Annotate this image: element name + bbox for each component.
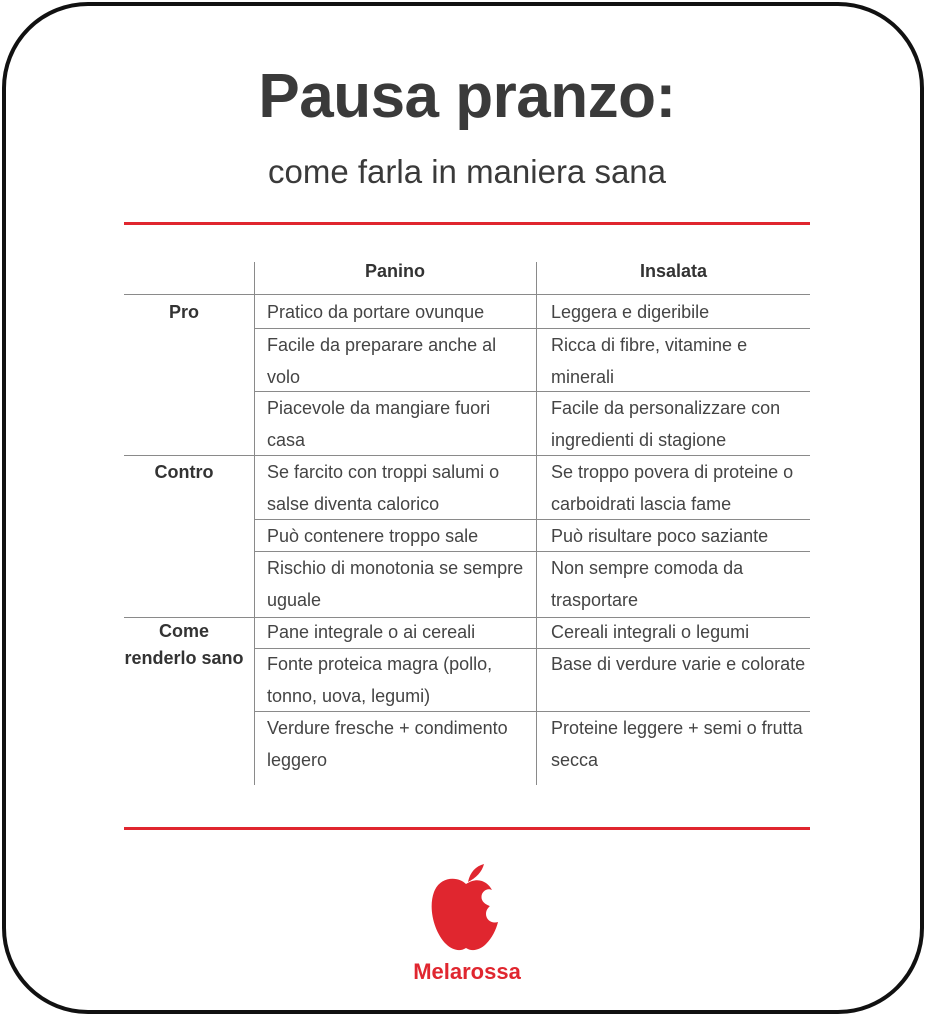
table-cell: Se farcito con troppi salumi o salse diventa calorico	[267, 462, 500, 514]
header-panino: Panino	[364, 261, 425, 281]
bottom-divider	[124, 827, 810, 830]
table-cell: Leggera e digeribile	[551, 302, 710, 322]
brand-name: Melarossa	[413, 959, 521, 984]
table-cell: Ricca di fibre, vitamine e minerali	[551, 335, 748, 387]
table-cell: Può contenere troppo sale	[267, 526, 479, 546]
table-vline-2	[536, 262, 537, 785]
table-cell: Verdure fresche + condimento leggero	[267, 718, 508, 770]
table-cell: Proteine leggere + semi o frutta secca	[551, 718, 803, 770]
table-cell: Base di verdure varie e colorate	[551, 654, 806, 674]
table-cell: Rischio di monotonia se sempre uguale	[267, 558, 524, 610]
apple-icon	[428, 862, 508, 954]
row-label-come-renderlo-sano: Come renderlo sano	[124, 621, 244, 668]
table-cell: Facile da preparare anche al volo	[267, 335, 497, 387]
page-title: Pausa pranzo:	[258, 62, 676, 131]
top-divider	[124, 222, 810, 225]
table-hline-header	[124, 294, 810, 295]
table-cell: Può risultare poco saziante	[551, 526, 769, 546]
table-cell: Pratico da portare ovunque	[267, 302, 485, 322]
row-label-pro: Pro	[168, 302, 199, 322]
table-cell: Non sempre comoda da trasportare	[551, 558, 744, 610]
table-cell: Piacevole da mangiare fuori casa	[267, 398, 491, 450]
header-insalata: Insalata	[639, 261, 708, 281]
table-vline-1	[254, 262, 255, 785]
table-cell: Cereali integrali o legumi	[551, 622, 750, 642]
row-label-contro: Contro	[154, 462, 214, 482]
table-cell: Pane integrale o ai cereali	[267, 622, 476, 642]
page-subtitle: come farla in maniera sana	[267, 153, 667, 190]
table-cell: Facile da personalizzare con ingredienti di stagione	[551, 398, 781, 450]
table-cell: Fonte proteica magra (pollo, tonno, uova, legumi)	[267, 654, 493, 706]
table-cell: Se troppo povera di proteine o carboidrati lascia fame	[551, 462, 794, 514]
